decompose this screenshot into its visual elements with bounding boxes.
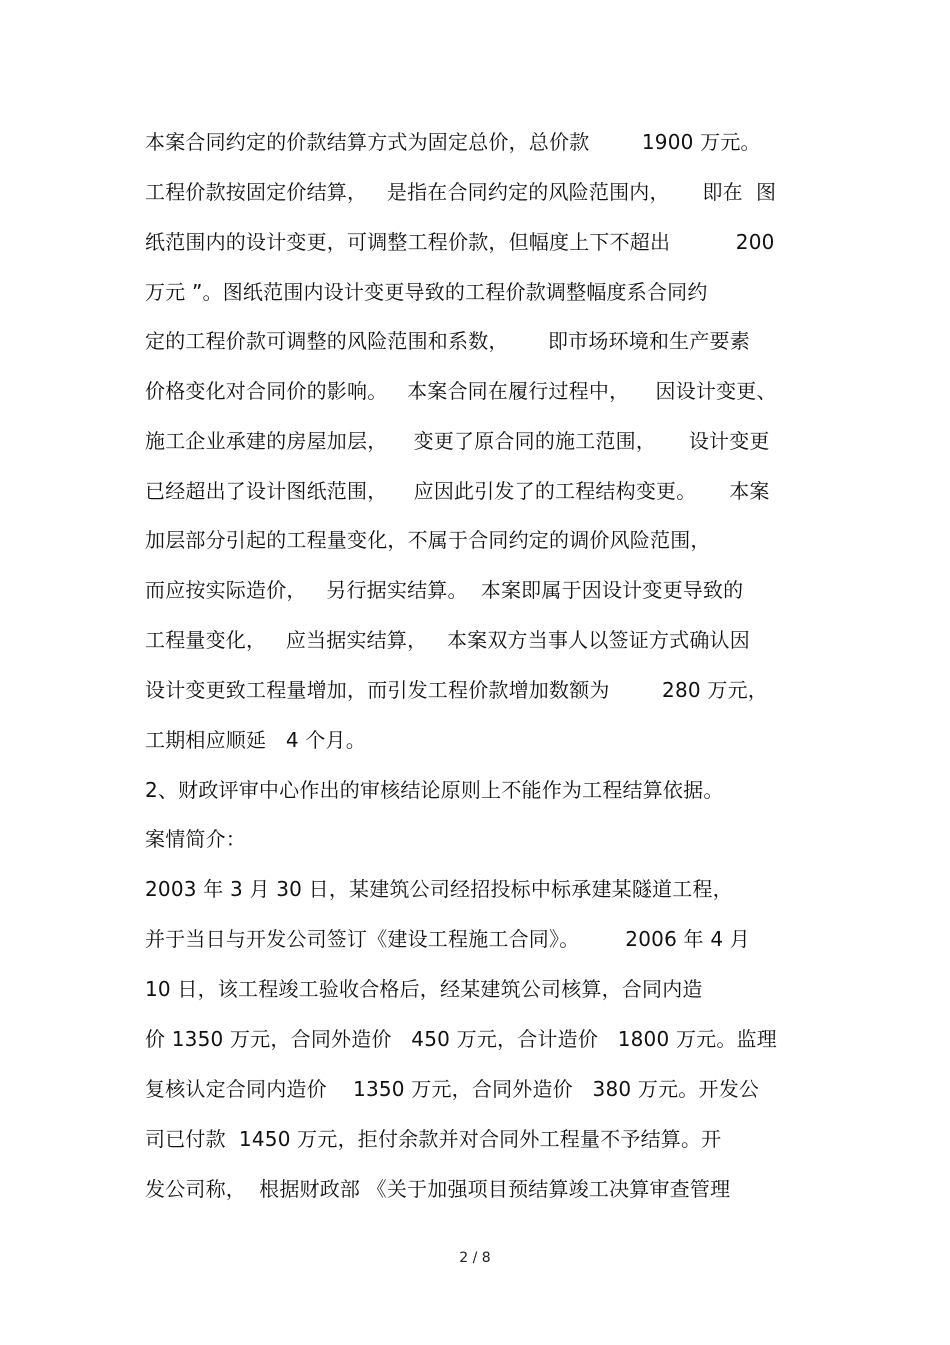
text-line: 而应按实际造价， 另行据实结算。 本案即属于因设计变更导致的 [145, 578, 744, 602]
text-line: 价 1350 万元，合同外造价 450 万元，合计造价 1800 万元。监理 [145, 1027, 777, 1051]
text-line: 定的工程价款可调整的风险范围和系数， 即市场环境和生产要素 [145, 329, 750, 353]
text-line: 并于当日与开发公司签订《建设工程施工合同》。 2006 年 4 月 [145, 927, 750, 951]
text-line: 本案合同约定的价款结算方式为固定总价，总价款 1900 万元。 [145, 130, 761, 154]
text-line: 设计变更致工程量增加，而引发工程价款增加数额为 280 万元， [145, 678, 768, 702]
text-line: 万元 ”。图纸范围内设计变更导致的工程价款调整幅度系合同约 [145, 280, 708, 304]
text-line: 2003 年 3 月 30 日，某建筑公司经招投标中标承建某隧道工程， [145, 877, 733, 901]
text-line: 价格变化对合同价的影响。 本案合同在履行过程中， 因设计变更、 [145, 379, 777, 403]
text-line: 工期相应顺延 4 个月。 [145, 728, 366, 752]
section-heading: 2、财政评审中心作出的审核结论原则上不能作为工程结算依据。 [145, 778, 724, 802]
text-line: 复核认定合同内造价 1350 万元，合同外造价 380 万元。开发公 [145, 1077, 760, 1101]
text-line: 10 日，该工程竣工验收合格后，经某建筑公司核算，合同内造 [145, 977, 703, 1001]
text-line: 发公司称， 根据财政部 《关于加强项目预结算竣工决算审查管理 [145, 1177, 731, 1201]
text-line: 工程价款按固定价结算， 是指在合同约定的风险范围内， 即在 图 [145, 180, 777, 204]
case-summary-label: 案情简介： [145, 827, 246, 851]
text-line: 司已付款 1450 万元，拒付余款并对合同外工程量不予结算。开 [145, 1127, 722, 1151]
text-line: 工程量变化， 应当据实结算， 本案双方当事人以签证方式确认因 [145, 628, 750, 652]
text-line: 已经超出了设计图纸范围， 应因此引发了的工程结构变更。 本案 [145, 479, 770, 503]
text-line: 加层部分引起的工程量变化，不属于合同约定的调价风险范围， [145, 528, 711, 552]
page-number: 2 / 8 [459, 1250, 491, 1266]
text-line: 施工企业承建的房屋加层， 变更了原合同的施工范围， 设计变更 [145, 429, 770, 453]
text-line: 纸范围内的设计变更，可调整工程价款，但幅度上下不超出 200 [145, 230, 775, 254]
